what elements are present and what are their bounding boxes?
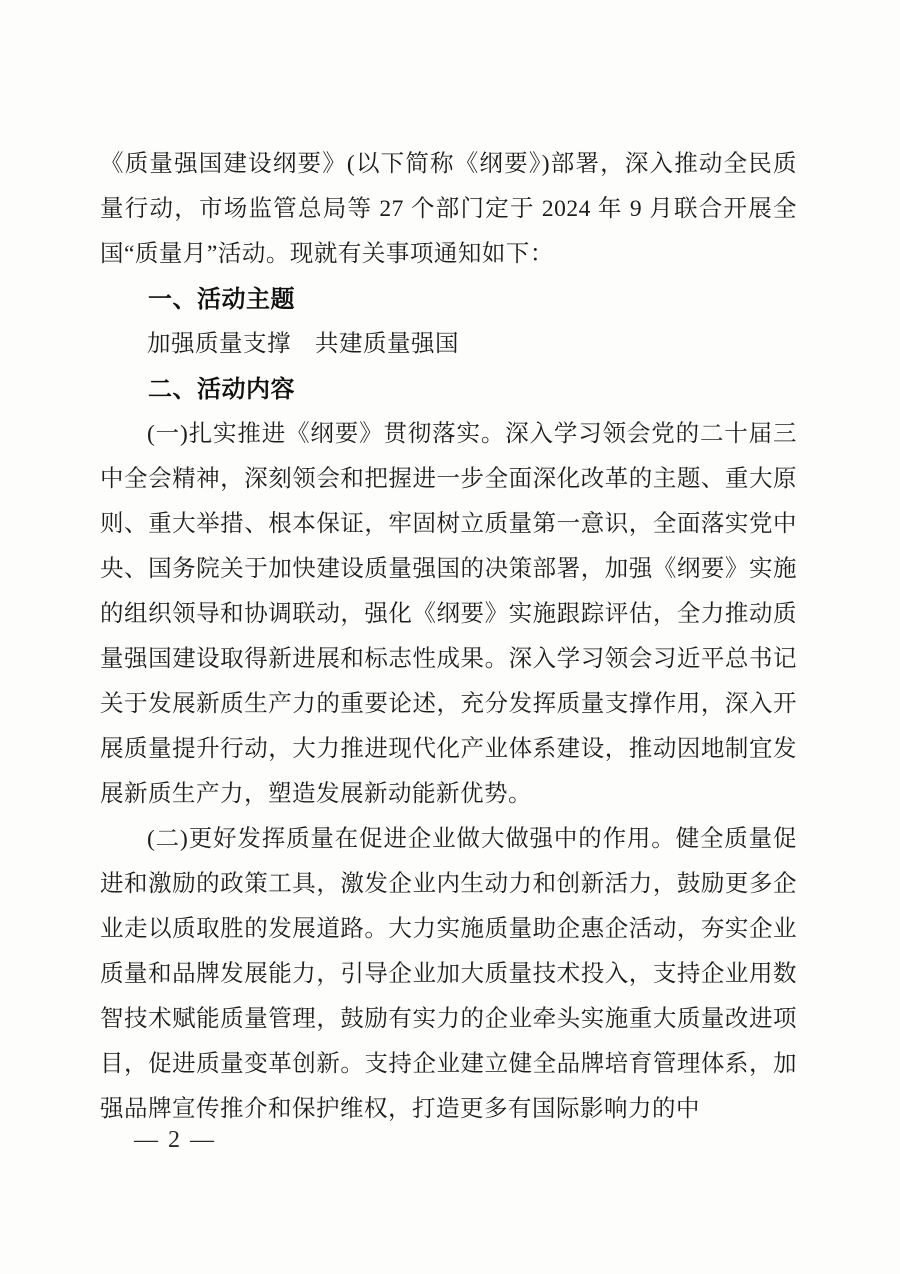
document-body	[100, 142, 797, 1132]
paragraph-intro-continuation: 《质量强国建设纲要》(以下简称《纲要》)部署，深入推动全民质量行动，市场监管总局等 27 个部门定于 2024 年 9 月联合开展全国“质量月”活动。现就有关事项通知如下：	[100, 151, 797, 267]
section-heading-activity-theme: 一、活动主题	[148, 286, 295, 313]
paragraph-item-2: (二)更好发挥质量在促进企业做大做强中的作用。健全质量促进和激励的政策工具，激发企业内生动力和创新活力，鼓励更多企业走以质取胜的发展道路。大力实施质量助企惠企活动，夯实企业质量和品牌发展能力，引导企业加大质量技术投入，支持企业用数智技术赋能质量管理，鼓励有实力的企业牵头实施重大质量改进项目，促进质量变革创新。支持企业建立健全品牌培育管理体系，加强品牌宣传推介和保护维权，打造更多有国际影响力的中	[100, 826, 797, 1122]
section-heading-activity-content: 二、活动内容	[148, 376, 295, 403]
page-number: — 2 —	[134, 1127, 216, 1153]
activity-theme-text: 加强质量支撑 共建质量强国	[147, 331, 459, 357]
paragraph-item-1: (一)扎实推进《纲要》贯彻落实。深入学习领会党的二十届三中全会精神，深刻领会和把握进一步全面深化改革的主题、重大原则、重大举措、根本保证，牢固树立质量第一意识，全面落实党中央、国务院关于加快建设质量强国的决策部署，加强《纲要》实施的组织领导和协调联动，强化《纲要》实施跟踪评估，全力推动质量强国建设取得新进展和标志性成果。深入学习领会习近平总书记关于发展新质生产力的重要论述，充分发挥质量支撑作用，深入开展质量提升行动，大力推进现代化产业体系建设，推动因地制宜发展新质生产力，塑造发展新动能新优势。	[100, 421, 797, 807]
